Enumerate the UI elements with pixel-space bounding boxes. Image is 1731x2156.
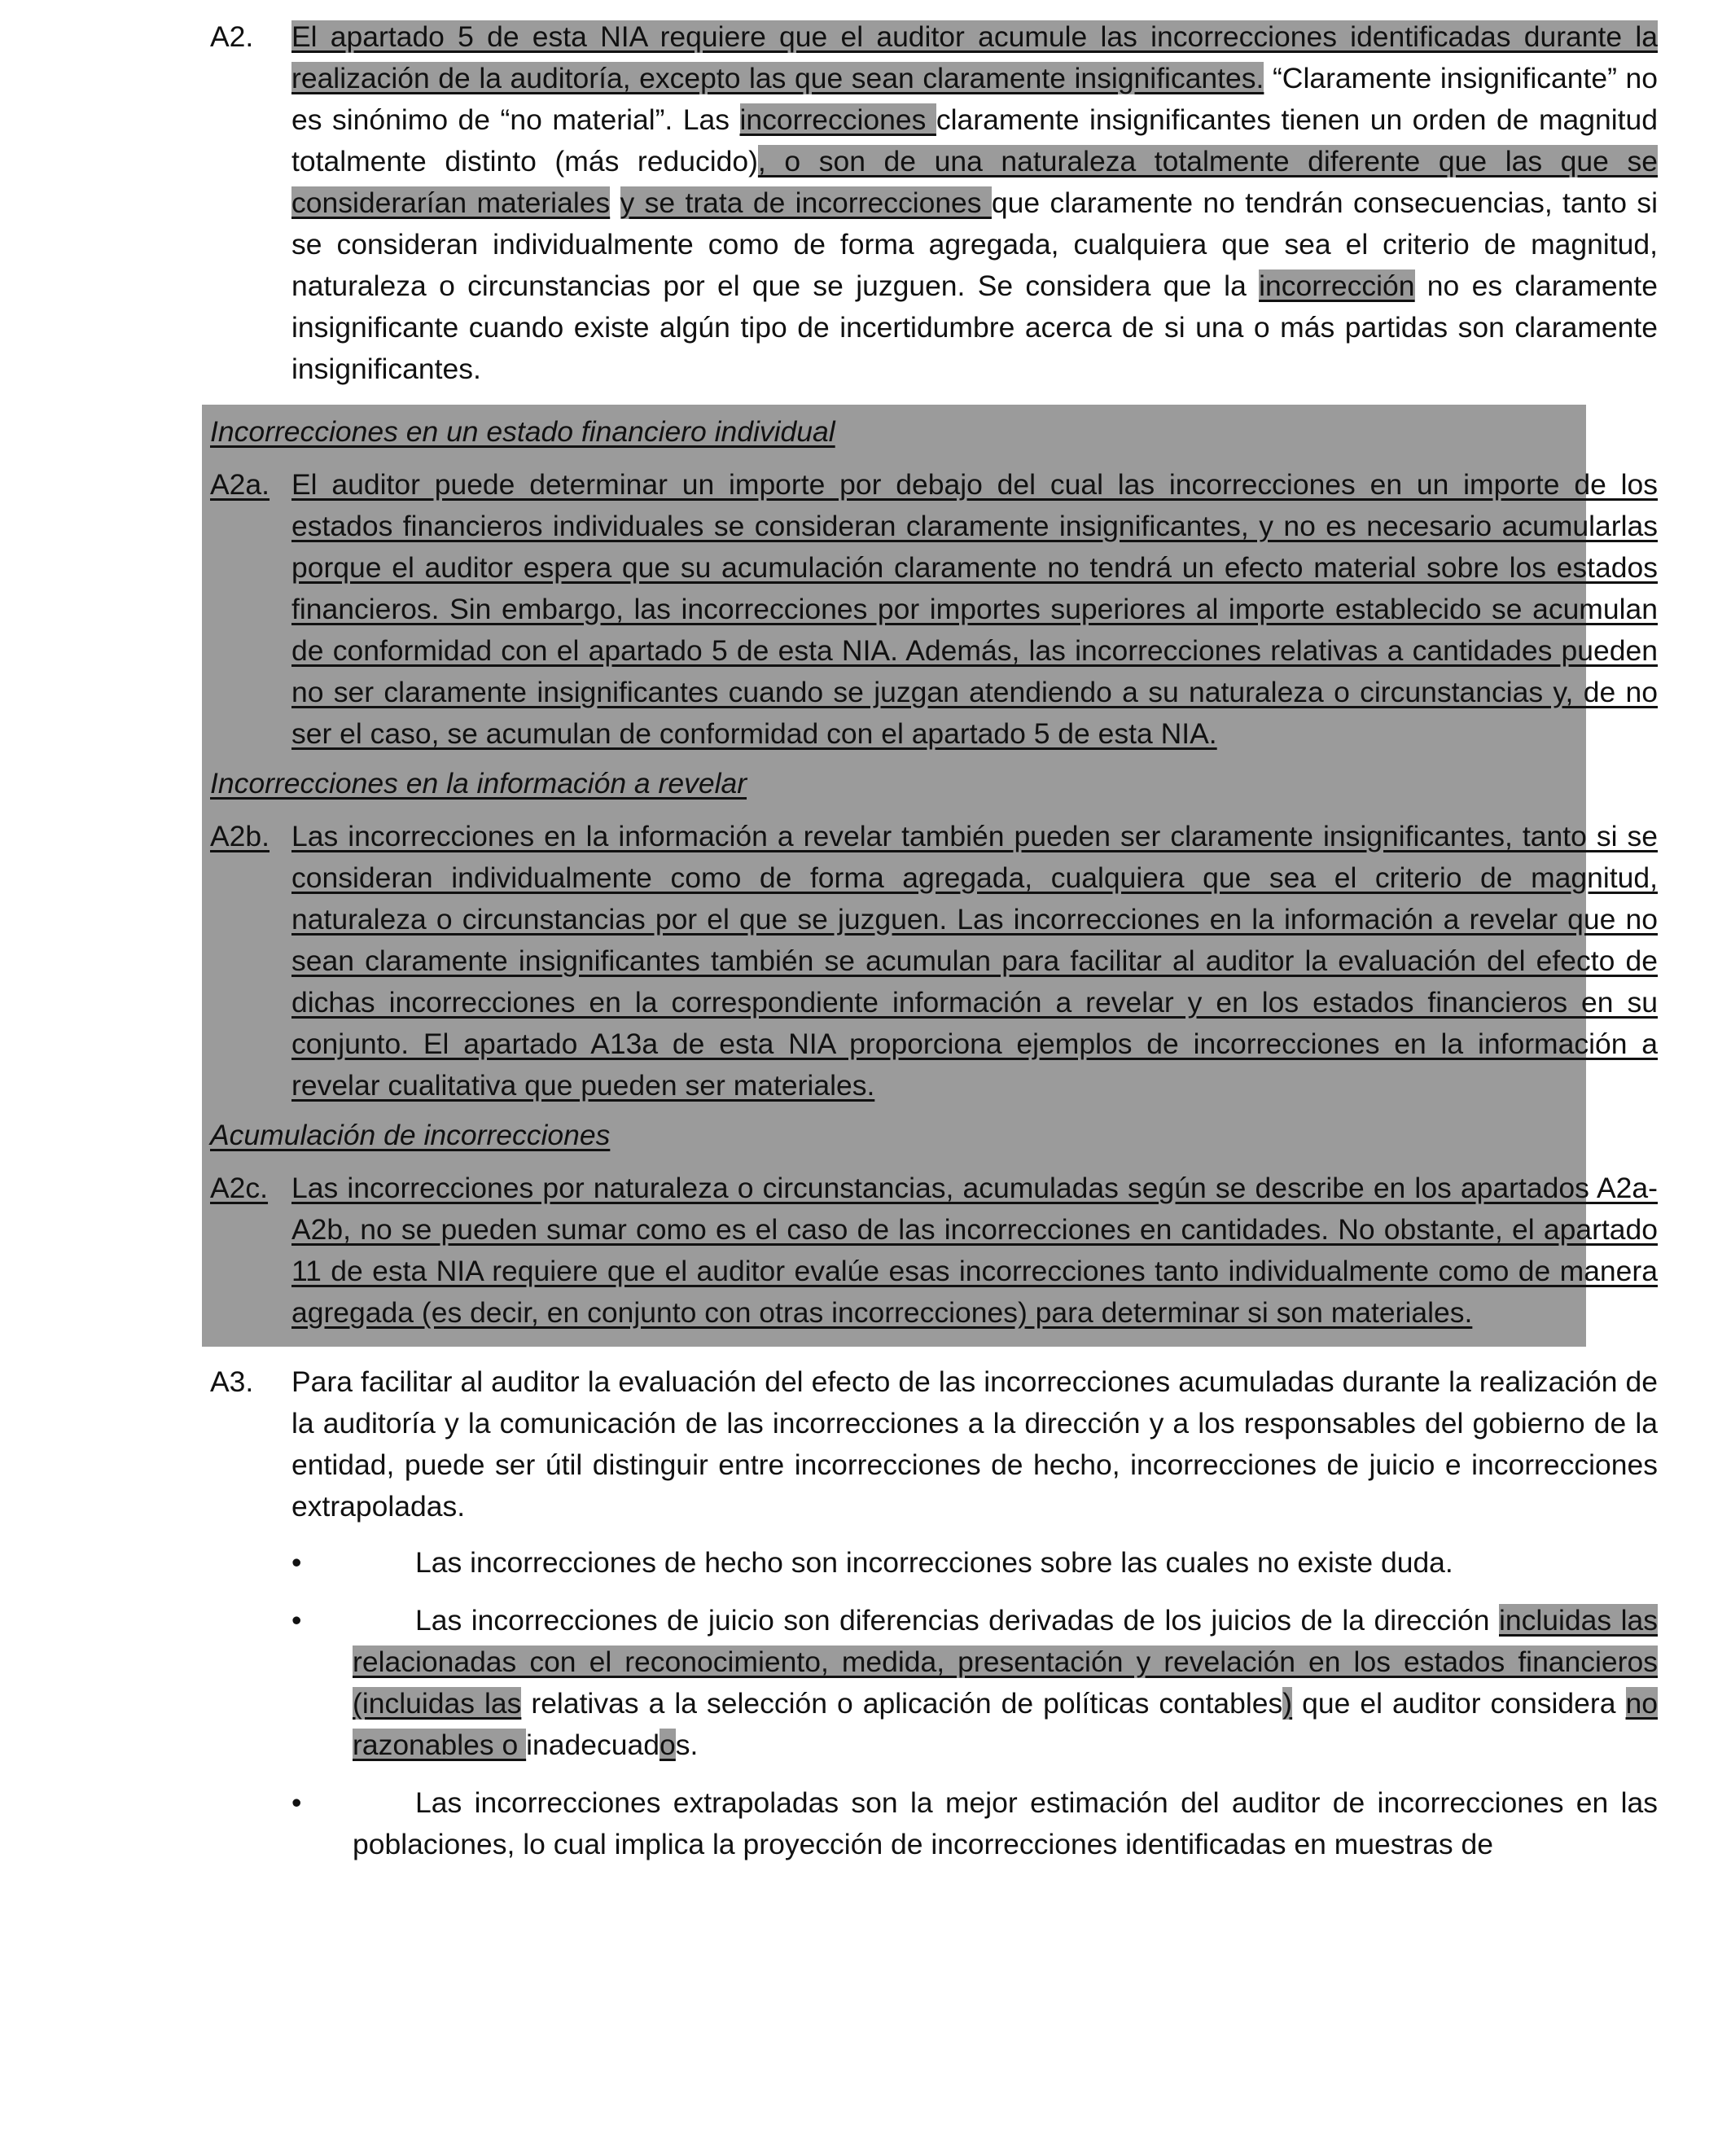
section-heading: Acumulación de incorrecciones xyxy=(210,1119,611,1151)
bullet-icon: • xyxy=(291,1546,302,1579)
section-heading: Incorrecciones en un estado financiero individual xyxy=(210,415,835,448)
paragraph-a2a xyxy=(202,464,1658,755)
highlighted-text: y se trata de incorrecciones xyxy=(620,186,992,219)
highlighted-text: o xyxy=(659,1729,676,1761)
paragraph-number: A2a. xyxy=(210,468,270,501)
highlighted-text: incluidas las relacionadas con el reconocimiento, medida, presentación y revelación en los estados financieros (incluidas las xyxy=(353,1604,1658,1720)
paragraph-body: El auditor puede determinar un importe por debajo del cual las incorrecciones en un importe de los estados financieros individuales se consideran claramente insignificantes, y no es necesario acumularlas porque el auditor espera que su acumulación claramente no tendrá un efecto material sobre los estados financieros. Sin embargo, las incorrecciones por importes superiores al importe establecido se acumulan de conformidad con el apartado 5 de esta NIA. Además, las incorrecciones relativas a cantidades pueden no ser claramente insignificantes cuando se juzgan atendiendo a su naturaleza o circunstancias y, de no ser el caso, se acumulan de conformidad con el apartado 5 de esta NIA. xyxy=(291,468,1658,750)
bullet-item xyxy=(202,1600,1658,1766)
bullet-icon: • xyxy=(291,1786,302,1819)
highlighted-text: incorrección xyxy=(1259,270,1415,302)
bullet-text: Las incorrecciones de hecho son incorrecciones sobre las cuales no existe duda. xyxy=(415,1546,1453,1579)
bullet-text xyxy=(353,1600,1658,1766)
highlighted-text: El apartado 5 de esta NIA requiere que el auditor acumule las incorrecciones identificadas durante la realización de la auditoría, excepto las que sean claramente insignificantes. xyxy=(291,20,1658,94)
highlighted-text: , o son de una naturaleza totalmente diferente que las que se considerarían materiales xyxy=(291,145,1658,219)
highlighted-text: ) xyxy=(1282,1687,1293,1720)
bullet-text-part: s. xyxy=(675,1729,699,1761)
paragraph-body: Las incorrecciones en la información a revelar también pueden ser claramente insignificantes, tanto si se consideran individualmente como de forma agregada, cualquiera que sea el criterio de magnitud, naturaleza o circunstancias por el que se juzguen. Las incorrecciones en la información a revelar que no sean claramente insignificantes también se acumulan para facilitar al auditor la evaluación del efecto de dichas incorrecciones en la correspondiente información a revelar y en los estados financieros en su conjunto. El apartado A13a de esta NIA proporciona ejemplos de incorrecciones en la información a revelar cualitativa que pueden ser materiales. xyxy=(291,820,1658,1102)
bullet-item xyxy=(202,1782,1658,1865)
paragraph-number: A2c. xyxy=(210,1172,269,1204)
highlighted-section xyxy=(202,405,1658,1347)
paragraph-number: A2b. xyxy=(210,820,270,852)
bullet-item xyxy=(202,1542,1586,1584)
section-heading: Incorrecciones en la información a revelar xyxy=(210,767,747,800)
highlighted-text: no razonables o xyxy=(353,1687,1658,1761)
paragraph-number: A3. xyxy=(210,1365,254,1398)
paragraph-body: Para facilitar al auditor la evaluación del efecto de las incorrecciones acumuladas durante la realización de la auditoría y la comunicación de las incorrecciones a la dirección y a los responsables del gobierno de la entidad, puede ser útil distinguir entre incorrecciones de hecho, incorrecciones de juicio e incorrecciones extrapoladas. xyxy=(291,1365,1658,1523)
bullet-text-part: Las incorrecciones de juicio son diferencias derivadas de los juicios de la dirección xyxy=(415,1604,1500,1637)
paragraph-a2b xyxy=(202,816,1658,1106)
highlighted-text: incorrecciones xyxy=(739,103,936,136)
paragraph-text xyxy=(610,186,620,219)
paragraph-a2c xyxy=(202,1168,1658,1334)
paragraph-a3 xyxy=(202,1361,1658,1527)
bullet-text-part: que el auditor considera xyxy=(1292,1687,1626,1720)
paragraph-body xyxy=(291,16,1658,390)
paragraph-number: A2. xyxy=(210,20,254,53)
bullet-text-part: inadecuad xyxy=(526,1729,660,1761)
bullet-icon: • xyxy=(291,1604,302,1637)
paragraph-a2 xyxy=(202,16,1658,390)
paragraph-text: claramente insignificantes tienen un orden de magnitud totalmente distinto (más reducido) xyxy=(291,103,1658,177)
bullet-text: Las incorrecciones extrapoladas son la mejor estimación del auditor de incorrecciones en las poblaciones, lo cual implica la proyección de incorrecciones identificadas en muestras de xyxy=(353,1786,1658,1860)
paragraph-text: que claramente no tendrán consecuencias, tanto si se consideran individualmente como de forma agregada, cualquiera que sea el criterio de magnitud, naturaleza o circunstancias por el que se juzguen. Se considera que la xyxy=(291,186,1658,302)
bullet-text-part: relativas a la selección o aplicación de políticas contables xyxy=(521,1687,1283,1720)
document-page xyxy=(202,16,1658,1882)
paragraph-body: Las incorrecciones por naturaleza o circunstancias, acumuladas según se describe en los apartados A2a-A2b, no se pueden sumar como es el caso de las incorrecciones en cantidades. No obstante, el apartado 11 de esta NIA requiere que el auditor evalúe esas incorrecciones tanto individualmente como de manera agregada (es decir, en conjunto con otras incorrecciones) para determinar si son materiales. xyxy=(291,1172,1658,1329)
paragraph-text: no es claramente insignificante cuando existe algún tipo de incertidumbre acerca de si una o más partidas son claramente insignificantes. xyxy=(291,270,1658,385)
paragraph-text: “Claramente insignificante” no es sinónimo de “no material”. Las xyxy=(291,62,1658,136)
